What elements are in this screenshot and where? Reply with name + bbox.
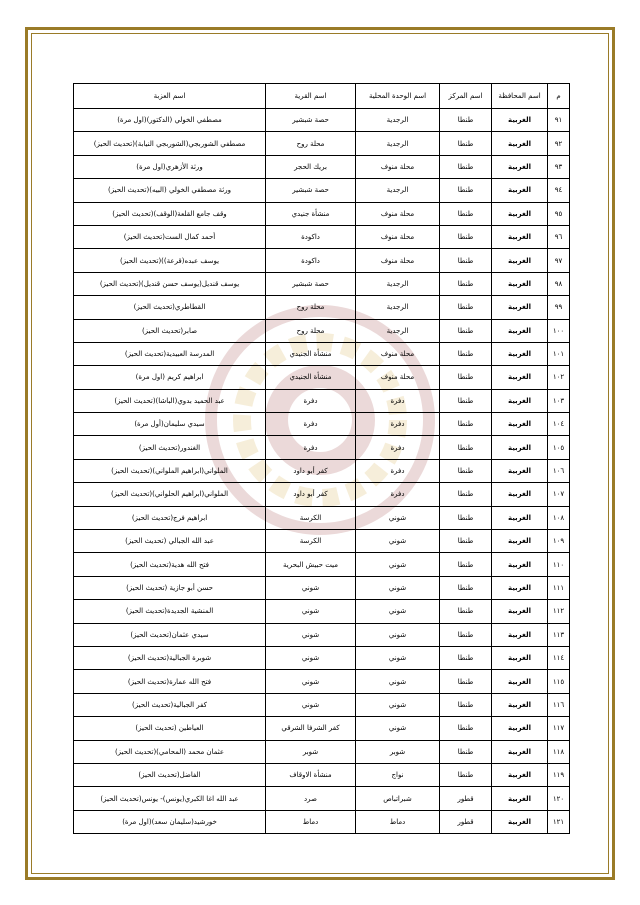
row-center: طنطا [440,553,492,576]
table-row [74,506,570,529]
row-governorate: الغربية [492,623,548,646]
row-village: صرد [266,787,356,810]
row-number: ١١٦ [548,693,570,716]
table-row [74,459,570,482]
table-body [74,109,570,834]
row-number: ٩٧ [548,249,570,272]
table-row [74,810,570,833]
row-local-unit: دفرة [356,459,440,482]
table-header-row [74,84,570,109]
row-center: طنطا [440,296,492,319]
row-governorate: الغربية [492,342,548,365]
row-local-unit: الرجدية [356,272,440,295]
row-local-unit: شبراتباص [356,787,440,810]
header-local-unit: اسم الوحدة المحلية [356,84,440,109]
row-number: ١٠٣ [548,389,570,412]
row-village: شوني [266,646,356,669]
row-local-unit: الرجدية [356,109,440,132]
table-row [74,225,570,248]
row-number: ١٢٠ [548,787,570,810]
table-row [74,530,570,553]
row-governorate: الغربية [492,413,548,436]
row-local-unit: شوني [356,506,440,529]
row-local-unit: شوني [356,600,440,623]
row-local-unit: شوني [356,670,440,693]
row-number: ٩٣ [548,155,570,178]
row-village: شوني [266,623,356,646]
row-governorate: الغربية [492,459,548,482]
row-local-unit: شوني [356,623,440,646]
row-hamlet: فتح الله عمارة(تحديث الحيز) [74,670,266,693]
row-governorate: الغربية [492,810,548,833]
row-hamlet: ابراهيم كريم (اول مرة) [74,366,266,389]
row-local-unit: شوني [356,717,440,740]
row-local-unit: محلة منوف [356,155,440,178]
row-village: محلة روح [266,319,356,342]
row-village: منشأة الاوقاف [266,763,356,786]
row-local-unit: الرجدية [356,296,440,319]
row-number: ٩٦ [548,225,570,248]
table-row [74,763,570,786]
row-hamlet: وقف جامع القلعة(الوقف)(تحديث الحيز) [74,202,266,225]
row-local-unit: دفرة [356,413,440,436]
row-center: طنطا [440,202,492,225]
row-village: منشأة الجنيدي [266,366,356,389]
table-row [74,553,570,576]
row-village: منشأة الجنيدي [266,342,356,365]
row-hamlet: مصطفي الشوربجي(الشوربجي النيابة)(تحديث الحيز) [74,132,266,155]
row-center: طنطا [440,600,492,623]
row-hamlet: حسن أبو جازية (تحديث الحيز) [74,576,266,599]
row-local-unit: محلة منوف [356,225,440,248]
table-row [74,202,570,225]
row-governorate: الغربية [492,483,548,506]
row-center: طنطا [440,763,492,786]
row-governorate: الغربية [492,717,548,740]
row-governorate: الغربية [492,600,548,623]
row-center: طنطا [440,179,492,202]
row-village: شوني [266,600,356,623]
header-center: اسم المركز [440,84,492,109]
table-row [74,413,570,436]
row-governorate: الغربية [492,530,548,553]
row-local-unit: شوني [356,693,440,716]
row-number: ١١٧ [548,717,570,740]
row-hamlet: فتح الله هدية(تحديث الحيز) [74,553,266,576]
row-hamlet: عبد الله الجبالي (تحديث الحيز) [74,530,266,553]
row-number: ١٠٧ [548,483,570,506]
row-center: طنطا [440,155,492,178]
row-village: كفر أبو داود [266,459,356,482]
row-center: طنطا [440,646,492,669]
row-governorate: الغربية [492,319,548,342]
row-center: طنطا [440,249,492,272]
row-center: قطور [440,810,492,833]
row-hamlet: ورثة الأزهري(اول مرة) [74,155,266,178]
row-center: طنطا [440,483,492,506]
row-center: طنطا [440,530,492,553]
row-local-unit: دماط [356,810,440,833]
row-center: طنطا [440,459,492,482]
row-center: طنطا [440,693,492,716]
row-center: طنطا [440,506,492,529]
table-row [74,389,570,412]
row-number: ٩٢ [548,132,570,155]
row-governorate: الغربية [492,576,548,599]
row-number: ١٠٩ [548,530,570,553]
table-row [74,319,570,342]
table-row [74,576,570,599]
row-hamlet: يوسف عبده(قرعة))(تحديث الحيز) [74,249,266,272]
row-center: طنطا [440,389,492,412]
row-center: طنطا [440,576,492,599]
header-num: م [548,84,570,109]
row-hamlet: القطاطري(تحديث الحيز) [74,296,266,319]
row-village: دماط [266,810,356,833]
row-hamlet: خورشيد(سليمان سعد)(اول مرة) [74,810,266,833]
row-hamlet: سيدي عثمان(تحديث الحيز) [74,623,266,646]
table-row [74,670,570,693]
row-hamlet: عبد الله اغا الكبري(يونس)- يونس(تحديث الحيز) [74,787,266,810]
row-number: ١٠٨ [548,506,570,529]
row-governorate: الغربية [492,436,548,459]
row-local-unit: محلة منوف [356,342,440,365]
row-center: طنطا [440,225,492,248]
row-number: ١٠٦ [548,459,570,482]
row-local-unit: نواج [356,763,440,786]
row-center: طنطا [440,740,492,763]
row-center: طنطا [440,623,492,646]
row-governorate: الغربية [492,693,548,716]
table-row [74,600,570,623]
row-hamlet: عبد الحميد بدوي(الباشا)(تحديث الحيز) [74,389,266,412]
row-local-unit: الرجدية [356,132,440,155]
row-hamlet: سيدي سليمان(أول مرة) [74,413,266,436]
row-number: ١١٩ [548,763,570,786]
row-number: ١٠٠ [548,319,570,342]
row-village: محلة روح [266,132,356,155]
row-number: ٩٩ [548,296,570,319]
row-governorate: الغربية [492,132,548,155]
row-local-unit: دفرة [356,389,440,412]
row-governorate: الغربية [492,272,548,295]
row-hamlet: الملواني(ابراهيم الحلواني)(تحديث الحيز) [74,483,266,506]
row-hamlet: العياطين (تحديث الحيز) [74,717,266,740]
row-village: شوني [266,670,356,693]
table-row [74,155,570,178]
row-governorate: الغربية [492,109,548,132]
row-hamlet: كفر الجبالية(تحديث الحيز) [74,693,266,716]
row-center: طنطا [440,413,492,436]
row-local-unit: دفرة [356,436,440,459]
row-number: ١٠٤ [548,413,570,436]
row-center: طنطا [440,342,492,365]
row-hamlet: مصطفي الخولي (الدكتور)(اول مرة) [74,109,266,132]
row-village: ميت حبيش البحرية [266,553,356,576]
row-number: ١١٤ [548,646,570,669]
table-row [74,740,570,763]
table-row [74,109,570,132]
row-number: ٩١ [548,109,570,132]
row-number: ١٠١ [548,342,570,365]
table-row [74,646,570,669]
row-local-unit: الرجدية [356,319,440,342]
row-hamlet: الملواني(ابراهيم الملواني)(تحديث الحيز) [74,459,266,482]
table-row [74,693,570,716]
row-village: شوني [266,576,356,599]
row-local-unit: محلة منوف [356,366,440,389]
table-row [74,717,570,740]
row-center: طنطا [440,272,492,295]
row-local-unit: محلة منوف [356,249,440,272]
row-local-unit: شوبر [356,740,440,763]
row-hamlet: أحمد كمال الست(تحديث الحيز) [74,225,266,248]
row-village: شوبر [266,740,356,763]
row-governorate: الغربية [492,202,548,225]
row-governorate: الغربية [492,646,548,669]
table-row [74,179,570,202]
row-hamlet: يوسف قنديل(يوسف حسن قنديل)(تحديث الحيز) [74,272,266,295]
row-village: حصة شبشير [266,109,356,132]
row-center: طنطا [440,366,492,389]
row-center: طنطا [440,670,492,693]
row-governorate: الغربية [492,155,548,178]
row-village: الكرسة [266,530,356,553]
table-row [74,483,570,506]
row-number: ١١٣ [548,623,570,646]
row-local-unit: دفرة [356,483,440,506]
row-number: ١١٠ [548,553,570,576]
row-village: شوني [266,693,356,716]
row-center: طنطا [440,132,492,155]
row-governorate: الغربية [492,296,548,319]
row-hamlet: شوبرة الجبالية(تحديث الحيز) [74,646,266,669]
row-local-unit: شوني [356,530,440,553]
row-local-unit: شوني [356,646,440,669]
row-center: طنطا [440,319,492,342]
row-village: كفر أبو داود [266,483,356,506]
row-village: حصة شبشير [266,179,356,202]
row-village: داكودة [266,249,356,272]
row-village: داكودة [266,225,356,248]
row-hamlet: المنشية الجديدة(تحديث الحيز) [74,600,266,623]
row-village: محلة روح [266,296,356,319]
row-governorate: الغربية [492,553,548,576]
header-governorate: اسم المحافظة [492,84,548,109]
row-village: الكرسة [266,506,356,529]
row-village: منشأة جنيدي [266,202,356,225]
row-governorate: الغربية [492,740,548,763]
row-governorate: الغربية [492,366,548,389]
row-governorate: الغربية [492,506,548,529]
row-center: طنطا [440,109,492,132]
row-local-unit: الرجدية [356,179,440,202]
row-number: ١١١ [548,576,570,599]
row-number: ٩٤ [548,179,570,202]
row-governorate: الغربية [492,389,548,412]
table-row [74,249,570,272]
row-hamlet: المدرسة العبيدية(تحديث الحيز) [74,342,266,365]
row-governorate: الغربية [492,763,548,786]
row-village: بريك الحجر [266,155,356,178]
row-village: كفر الشرفا الشرقي [266,717,356,740]
row-number: ١١٨ [548,740,570,763]
row-governorate: الغربية [492,179,548,202]
row-village: دفرة [266,413,356,436]
row-village: حصة شبشير [266,272,356,295]
header-hamlet: اسم العزبة [74,84,266,109]
row-center: طنطا [440,717,492,740]
table-row [74,623,570,646]
row-hamlet: الفاضل(تحديث الحيز) [74,763,266,786]
row-village: دفرة [266,436,356,459]
row-center: طنطا [440,436,492,459]
row-number: ١١٢ [548,600,570,623]
table-row [74,436,570,459]
row-governorate: الغربية [492,249,548,272]
hamlets-table [73,83,570,834]
row-hamlet: ابراهيم فرج(تحديث الحيز) [74,506,266,529]
table-row [74,342,570,365]
row-governorate: الغربية [492,670,548,693]
row-governorate: الغربية [492,787,548,810]
row-hamlet: عثمان محمد (المحامي)(تحديث الحيز) [74,740,266,763]
row-number: ١٠٢ [548,366,570,389]
row-village: دفرة [266,389,356,412]
table-row [74,366,570,389]
table-row [74,132,570,155]
row-local-unit: شوني [356,576,440,599]
row-number: ٩٥ [548,202,570,225]
header-village: اسم القرية [266,84,356,109]
table-row [74,296,570,319]
row-number: ١٠٥ [548,436,570,459]
row-number: ٩٨ [548,272,570,295]
row-number: ١١٥ [548,670,570,693]
row-hamlet: ورثة مصطفي الخولي (البيه)(تحديث الحيز) [74,179,266,202]
row-hamlet: الغندور(تحديث الحيز) [74,436,266,459]
row-local-unit: شوني [356,553,440,576]
row-governorate: الغربية [492,225,548,248]
row-number: ١٢١ [548,810,570,833]
table-row [74,787,570,810]
row-hamlet: صابر(تحديث الحيز) [74,319,266,342]
row-center: قطور [440,787,492,810]
row-local-unit: محلة منوف [356,202,440,225]
table-row [74,272,570,295]
